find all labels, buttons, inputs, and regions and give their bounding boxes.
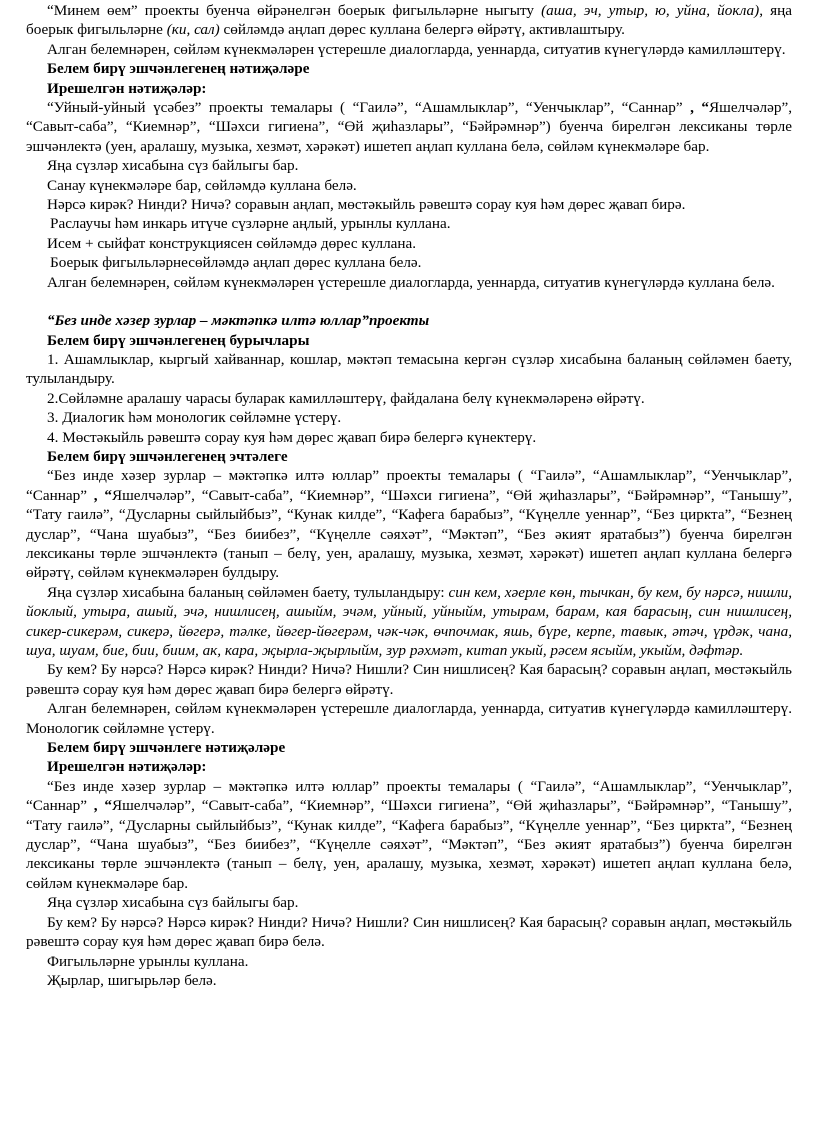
paragraph <box>26 699 792 738</box>
text-run-italic: (аша, эч, утыр, ю, уйна, йокла) <box>541 2 760 19</box>
paragraph <box>26 176 792 195</box>
heading-text: Белем бирү эшчәнлегенең эчтәлеге <box>47 447 288 465</box>
heading-text: “Без инде хәзер зурлар – мәктәпкә илтә юллар”проекты <box>47 312 430 330</box>
text-run: Алган белемнәрен, сөйләм күнекмәләрен үстерешле диалогларда, уеннарда, ситуатив күнегүләрдә камилләштерү. Монологик сөйләмне үстерү. <box>26 700 792 737</box>
section-heading <box>26 59 792 78</box>
text-run: Бу кем? Бу нәрсә? Нәрсә кирәк? Нинди? Ничә? Нишли? Син нишлисең? Кая барасың? соравын аңлап, мөстәкыйль рәвештә сорау куя һәм дөрес җавап бирә белә. <box>26 913 792 951</box>
paragraph <box>26 214 792 233</box>
text-run: Яңа сүзләр хисабына сүз байлыгы бар. <box>47 894 299 912</box>
list-item <box>26 350 792 389</box>
text-run-italic: (ки, сал) <box>166 21 220 39</box>
text-run-bold: , “ <box>93 797 112 815</box>
section-subheading <box>26 79 792 98</box>
text-run: 2.Сөйләмне аралашу чарасы буларак камилләштерү, файдалана белү күнекмәләренә өйрәтү. <box>47 389 645 407</box>
paragraph <box>26 913 792 952</box>
list-item <box>26 408 792 427</box>
text-run: Яшелчәләр”, “Савыт-саба”, “Киемнәр”, “Шәхси гигиена”, “Өй җиһазлары”, “Бәйрәмнәр”, “Танышу”, “Тату гаилә”, “Дусларны сыйлыйбыз”, “Кунак килде”, “Кафега барабыз”, “Күңелле уеннар”, “Без циркта”, “Безнең дуслар”, “Чана шуабыз”, “Без биибез”, “Күңелле сәяхәт”, “Мәктәп”, “Без әкият яратабыз”) буенча бирелгән лексиканы төрле эшчәнлектә (танып – белү, уен, аралашу, музыка, хезмәт, хәрәкәт) ишетеп аңлап куллана белә, сөйләм күнекмәләре бар. <box>26 797 792 892</box>
text-run: Раслаучы һәм инкарь итүче сүзләрне аңлый, урынлы куллана. <box>50 215 451 233</box>
text-run: Яңа сүзләр хисабына баланың сөйләмен баету, тулыландыру: <box>47 583 449 601</box>
section-heading <box>26 447 792 466</box>
paragraph <box>26 273 792 292</box>
heading-text: Белем бирү эшчәнлеге нәтиҗәләре <box>47 739 286 757</box>
text-run: Җырлар, шигырьләр белә. <box>47 971 217 989</box>
heading-text: Ирешелгән нәтиҗәләр: <box>47 79 207 97</box>
text-run: Исем + сыйфат конструкциясен сөйләмдә дөрес куллана. <box>47 234 417 252</box>
text-run: 3. Диалогик һәм монологик сөйләмне үстерү. <box>47 409 342 427</box>
text-run: 4. Мөстәкыйль рәвештә сорау куя һәм дөрес җавап бирә белергә күнектерү. <box>47 428 537 446</box>
heading-text: Ирешелгән нәтиҗәләр: <box>47 758 207 776</box>
text-run: Бу кем? Бу нәрсә? Нәрсә кирәк? Нинди? Ничә? Нишли? Син нишлисең? Кая барасың? соравын аңлап, мөстәкыйль рәвештә сорау куя һәм дөрес җавап бирә белергә өйрәтү. <box>26 661 792 698</box>
paragraph <box>26 583 792 661</box>
text-run: “Минем өем” проекты буенча өйрәнелгән боерык фигыльләрне ныгыту <box>47 2 542 19</box>
text-run-bold: , “ <box>93 486 112 504</box>
paragraph <box>26 40 792 59</box>
paragraph <box>26 952 792 971</box>
paragraph <box>26 777 792 893</box>
paragraph <box>26 98 792 156</box>
text-run: 1. Ашамлыклар, кыргый хайваннар, кошлар, мәктәп темасына кергән сүзләр хисабына баланың сөйләмен баету, тулыландыру. <box>26 350 792 388</box>
project-title <box>26 311 792 330</box>
text-run: Алган белемнәрен, сөйләм күнекмәләрен үстерешле диалогларда, уеннарда, ситуатив күнегүләрдә куллана белә. <box>47 273 775 291</box>
blank-line <box>26 292 792 311</box>
list-item <box>26 389 792 408</box>
list-item <box>26 428 792 447</box>
text-run: Санау күнекмәләре бар, сөйләмдә куллана белә. <box>47 176 357 194</box>
paragraph <box>26 971 792 990</box>
text-run-bold: , “ <box>690 99 710 117</box>
text-run: Алган белемнәрен, сөйләм күнекмәләрен үстерешле диалогларда, уеннарда, ситуатив күнегүләрдә камилләштерү. <box>47 40 786 58</box>
text-run: Боерык фигыльләрнесөйләмдә аңлап дөрес куллана белә. <box>50 254 422 272</box>
text-run: “Без инде хәзер зурлар – мәктәпкә илтә юллар” проекты темалары ( “Гаилә”, “Ашамлыклар”, “Уенчыклар”, “Саннар” <box>26 777 792 815</box>
text-run: Фигыльләрне урынлы куллана. <box>47 952 249 970</box>
paragraph <box>26 466 792 582</box>
text-run: Яшелчәләр”, “Савыт-саба”, “Киемнәр”, “Шәхси гигиена”, “Өй җиһазлары”, “Бәйрәмнәр”) буенча бирелгән лексиканы төрле эшчәнлектә (уен, аралашу, музыка, хезмәт, хәрәкәт) ишетеп аңлап куллана белә, сөйләм күнекмәләре бар. <box>26 99 793 155</box>
document-body <box>26 1 792 990</box>
text-run: сөйләмдә аңлап дөрес куллана белергә өйрәтү, активлаштыру. <box>219 21 625 39</box>
section-subheading <box>26 757 792 776</box>
text-run: “Уйный-уйный үсәбез” проекты темалары ( “Гаилә”, “Ашамлыклар”, “Уенчыклар”, “Саннар” <box>47 99 691 117</box>
text-run: Нәрсә кирәк? Нинди? Ничә? соравын аңлап, мөстәкыйль рәвештә сорау куя һәм дөрес җавап бирә. <box>47 196 686 214</box>
section-heading <box>26 331 792 350</box>
text-run: , яңа боерык фигыльләрне <box>26 2 792 39</box>
heading-text: Белем бирү эшчәнлегенең бурычлары <box>47 331 310 349</box>
text-run: Яшелчәләр”, “Савыт-саба”, “Киемнәр”, “Шәхси гигиена”, “Өй җиһазлары”, “Бәйрәмнәр”, “Танышу”, “Тату гаилә”, “Дусларны сыйлыйбыз”, “Кунак килде”, “Кафега барабыз”, “Күңелле уеннар”, “Без циркта”, “Безнең дуслар”, “Чана шуабыз”, “Без биибез”, “Күңелле сәяхәт”, “Мәктәп”, “Без әкият яратабыз”) буенча бирелгән лексиканы төрле эшчәнлектә (танып – белү, уен, аралашу, музыка, хезмәт, хәрәкәт) ишетеп аңлап куллана белергә өйрәтү, сөйләм күнекмәләрен булдыру. <box>26 486 792 582</box>
text-run-italic: син кем, хәерле көн, тычкан, бу кем, бу нәрсә, нишли, йоклый, утыра, ашый, эчә, нишлисең, ашыйм, эчәм, уйный, уйныйм, утырам, барам, кая барасың, син нишлисең, сикер-сикерәм, сикерә, йөгерә, тәлке, йөгер-йөгерәм, чәк-чәк, өчпочмак, яшь, бүре, керпе, тавык, әтәч, үрдәк, чана, шуа, шуам, бие, бии, биим, ак, кара, җырла-җырлыйм, зур рәхмәт, китап укый, рәсем ясыйм, укыйм, дәфтәр. <box>26 583 793 659</box>
paragraph <box>26 1 792 40</box>
paragraph <box>26 195 792 214</box>
section-heading <box>26 738 792 757</box>
paragraph <box>26 893 792 912</box>
paragraph <box>26 660 792 699</box>
heading-text: Белем бирү эшчәнлегенең нәтиҗәләре <box>47 60 310 78</box>
paragraph <box>26 234 792 253</box>
text-run: “Без инде хәзер зурлар – мәктәпкә илтә юллар” проекты темалары ( “Гаилә”, “Ашамлыклар”, “Уенчыклар”, “Саннар” <box>26 467 792 504</box>
text-run: Яңа сүзләр хисабына сүз байлыгы бар. <box>47 157 299 175</box>
paragraph <box>26 156 792 175</box>
paragraph <box>26 253 792 272</box>
